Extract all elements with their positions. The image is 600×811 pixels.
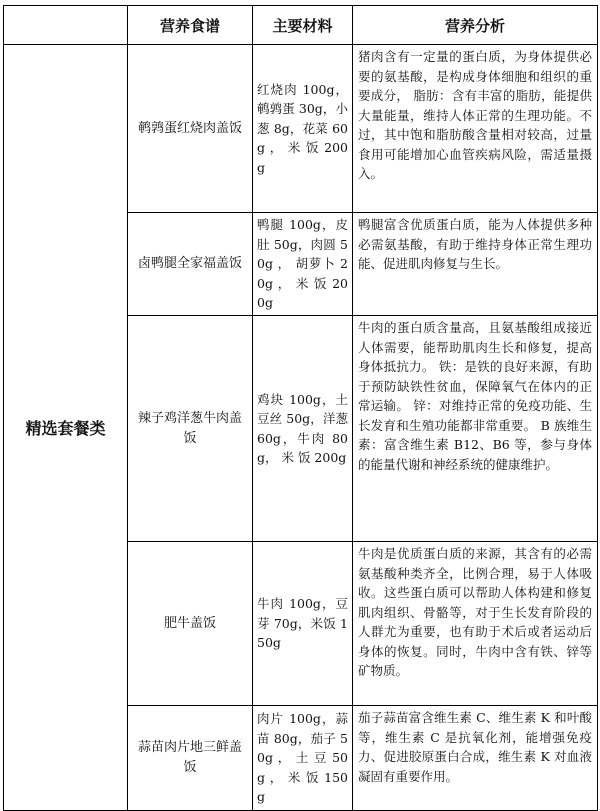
dish-analysis: 鸭腿富含优质蛋白质，能为人体提供多种必需氨基酸，有助于维持身体正常生理功能、促进肌肉修复与生长。 (353, 213, 598, 316)
dish-analysis: 猪肉含有一定量的蛋白质，为身体提供必要的氨基酸，是构成身体细胞和组织的重要成分， 脂肪：含有丰富的脂肪，能提供大量能量，维持人体正常的生理功能。不过，其中饱和脂肪酸含量相对较高，过量食用可能增加心血管疾病风险，需适量摄入。 (353, 45, 598, 213)
dish-materials: 牛肉 100g，豆芽 70g，米饭 150g (253, 542, 353, 706)
dish-analysis: 牛肉的蛋白质含量高，且氨基酸组成接近人体需要，能帮助肌肉生长和修复，提高身体抵抗力。 铁：是铁的良好来源，有助于预防缺铁性贫血，保障氧气在体内的正常运输。 锌：对维持正常的免疫功能、生长发育和生殖功能都非常重要。 B 族维生素：富含维生素 B12、B6 等，参与身体的能量代谢和神经系统的健康维护。 (353, 316, 598, 542)
dish-materials: 红烧肉 100g，鹌鹑蛋 30g，小葱 8g，花菜 60g ， 米 饭 200g (253, 45, 353, 213)
header-category (4, 6, 128, 45)
dish-name: 卤鸭腿全家福盖饭 (128, 213, 253, 316)
dish-name: 蒜苗肉片地三鲜盖饭 (128, 706, 253, 811)
dish-name: 辣子鸡洋葱牛肉盖饭 (128, 316, 253, 542)
nutrition-table (3, 5, 598, 811)
dish-materials: 鸡块 100g，土豆丝 50g，洋葱 60g，牛肉 80g， 米 饭 200g (253, 316, 353, 542)
dish-analysis: 牛肉是优质蛋白质的来源，其含有的必需氨基酸种类齐全，比例合理，易于人体吸收。这些蛋白质可以帮助人体构建和修复肌肉组织、骨骼等，对于生长发育阶段的人群尤为重要，也有助于术后或者运动后身体的恢复。同时，牛肉中含有铁、锌等矿物质。 (353, 542, 598, 706)
dish-analysis: 茄子蒜苗富含维生素 C、维生素 K 和叶酸等，维生素 C 是抗氧化剂，能增强免疫力、促进胶原蛋白合成，维生素 K 对血液凝固有重要作用。 (353, 706, 598, 811)
dish-materials: 鸭腿 100g，皮肚 50g，肉圆 50g ， 胡萝卜 20g ， 米 饭 200g (253, 213, 353, 316)
header-materials: 主要材料 (253, 6, 353, 45)
dish-materials: 肉片 100g，蒜苗 80g，茄子 50g ， 土 豆 50g ， 米 饭 150g (253, 706, 353, 811)
dish-name: 肥牛盖饭 (128, 542, 253, 706)
header-analysis: 营养分析 (353, 6, 598, 45)
header-row (4, 6, 598, 45)
header-recipe: 营养食谱 (128, 6, 253, 45)
category-cell: 精选套餐类 (4, 45, 128, 811)
dish-name: 鹌鹑蛋红烧肉盖饭 (128, 45, 253, 213)
table-row (4, 45, 598, 213)
